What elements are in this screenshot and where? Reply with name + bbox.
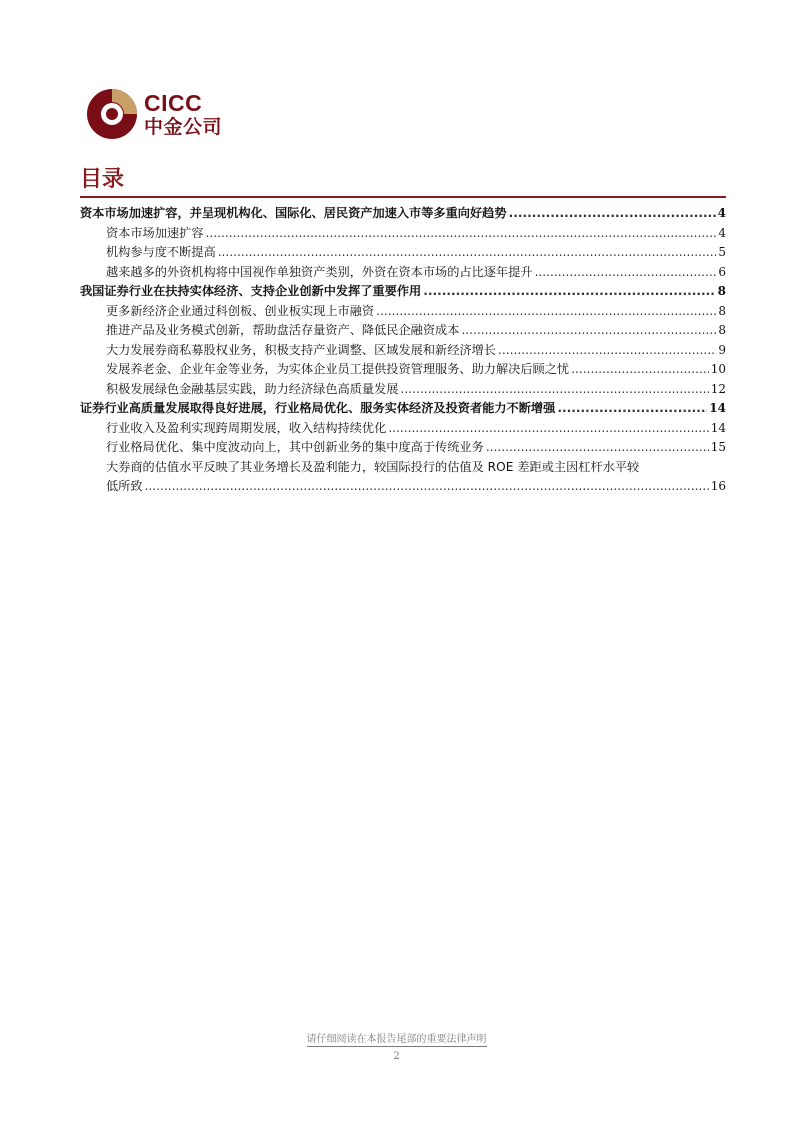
toc-entry-page: 8 [718, 323, 726, 337]
toc-entry-page: 5 [718, 245, 726, 259]
toc-entry-1-2[interactable] [80, 243, 726, 263]
toc-entry-1-3[interactable] [80, 263, 726, 283]
toc-entry-text: 发展养老金、企业年金等业务，为实体企业员工提供投资管理服务、助力解决后顾之忧 [106, 362, 570, 376]
toc-entry-3-3-line-2[interactable] [80, 477, 726, 497]
toc-entry-2-3[interactable] [80, 341, 726, 361]
toc-entry-text: 我国证券行业在扶持实体经济、支持企业创新中发挥了重要作用 [80, 284, 422, 298]
toc-entry-page: 4 [717, 206, 726, 220]
toc-entry-text: 越来越多的外资机构将中国视作单独资产类别，外资在资本市场的占比逐年提升 [106, 264, 533, 279]
toc-entry-text: 推进产品及业务模式创新，帮助盘活存量资产、降低民企融资成本 [106, 323, 460, 337]
toc-entry-page: 14 [709, 401, 726, 415]
toc-entry-text: 更多新经济企业通过科创板、创业板实现上市融资 [106, 303, 375, 318]
toc-entry-3-1[interactable] [80, 419, 726, 439]
table-of-contents [80, 204, 726, 497]
toc-entry-1-1[interactable] [80, 224, 726, 244]
toc-entry-2-2[interactable] [80, 321, 726, 341]
toc-entry-text: 证券行业高质量发展取得良好进展，行业格局优化、服务实体经济及投资者能力不断增强 [80, 401, 556, 415]
toc-entry-page: 8 [718, 303, 726, 318]
toc-entry-2-1[interactable] [80, 302, 726, 322]
toc-entry-text: 机构参与度不断提高 [106, 245, 216, 259]
toc-entry-3[interactable] [80, 399, 726, 419]
toc-entry-page: 10 [710, 362, 726, 376]
toc-entry-2-5[interactable] [80, 380, 726, 400]
toc-entry-page: 14 [710, 420, 726, 435]
toc-entry-page: 9 [718, 342, 726, 357]
toc-entry-page: 15 [710, 440, 726, 454]
toc-entry-text: 大力发展券商私募股权业务，积极支持产业调整、区域发展和新经济增长 [106, 342, 496, 357]
brand-name-en: CICC [144, 89, 203, 116]
toc-entry-text: 行业收入及盈利实现跨周期发展，收入结构持续优化 [106, 420, 387, 435]
legal-notice-link[interactable]: 请仔细阅读在本报告尾部的重要法律声明 [307, 1030, 487, 1047]
toc-entry-text: 资本市场加速扩容，并呈现机构化、国际化、居民资产加速入市等多重向好趋势 [80, 206, 507, 220]
toc-title: 目录 [80, 167, 125, 192]
cicc-logo [86, 88, 222, 140]
toc-entry-page: 12 [710, 381, 726, 396]
toc-entry-2[interactable] [80, 282, 726, 302]
toc-entry-1[interactable] [80, 204, 726, 224]
page-footer [0, 1027, 793, 1062]
brand-name-cn: 中金公司 [144, 115, 223, 138]
toc-divider [80, 196, 726, 198]
toc-entry-2-4[interactable] [80, 360, 726, 380]
page-number: 2 [393, 1051, 400, 1062]
toc-entry-text: 资本市场加速扩容 [106, 225, 204, 240]
toc-entry-page: 8 [717, 284, 726, 298]
toc-entry-page: 16 [710, 479, 726, 493]
toc-entry-text: 大券商的估值水平反映了其业务增长及盈利能力，较国际投行的估值及 ROE 差距或主因杠杆水平较 [106, 459, 640, 474]
toc-entry-3-3-line-1[interactable] [80, 458, 726, 478]
toc-entry-page: 6 [718, 264, 726, 279]
toc-entry-3-2[interactable] [80, 438, 726, 458]
toc-entry-text: 行业格局优化、集中度波动向上，其中创新业务的集中度高于传统业务 [106, 440, 484, 454]
toc-entry-text-cont: 低所致 [106, 479, 143, 493]
cicc-emblem-icon [86, 88, 138, 140]
toc-entry-page: 4 [718, 225, 726, 240]
toc-entry-text: 积极发展绿色金融基层实践，助力经济绿色高质量发展 [106, 381, 399, 396]
